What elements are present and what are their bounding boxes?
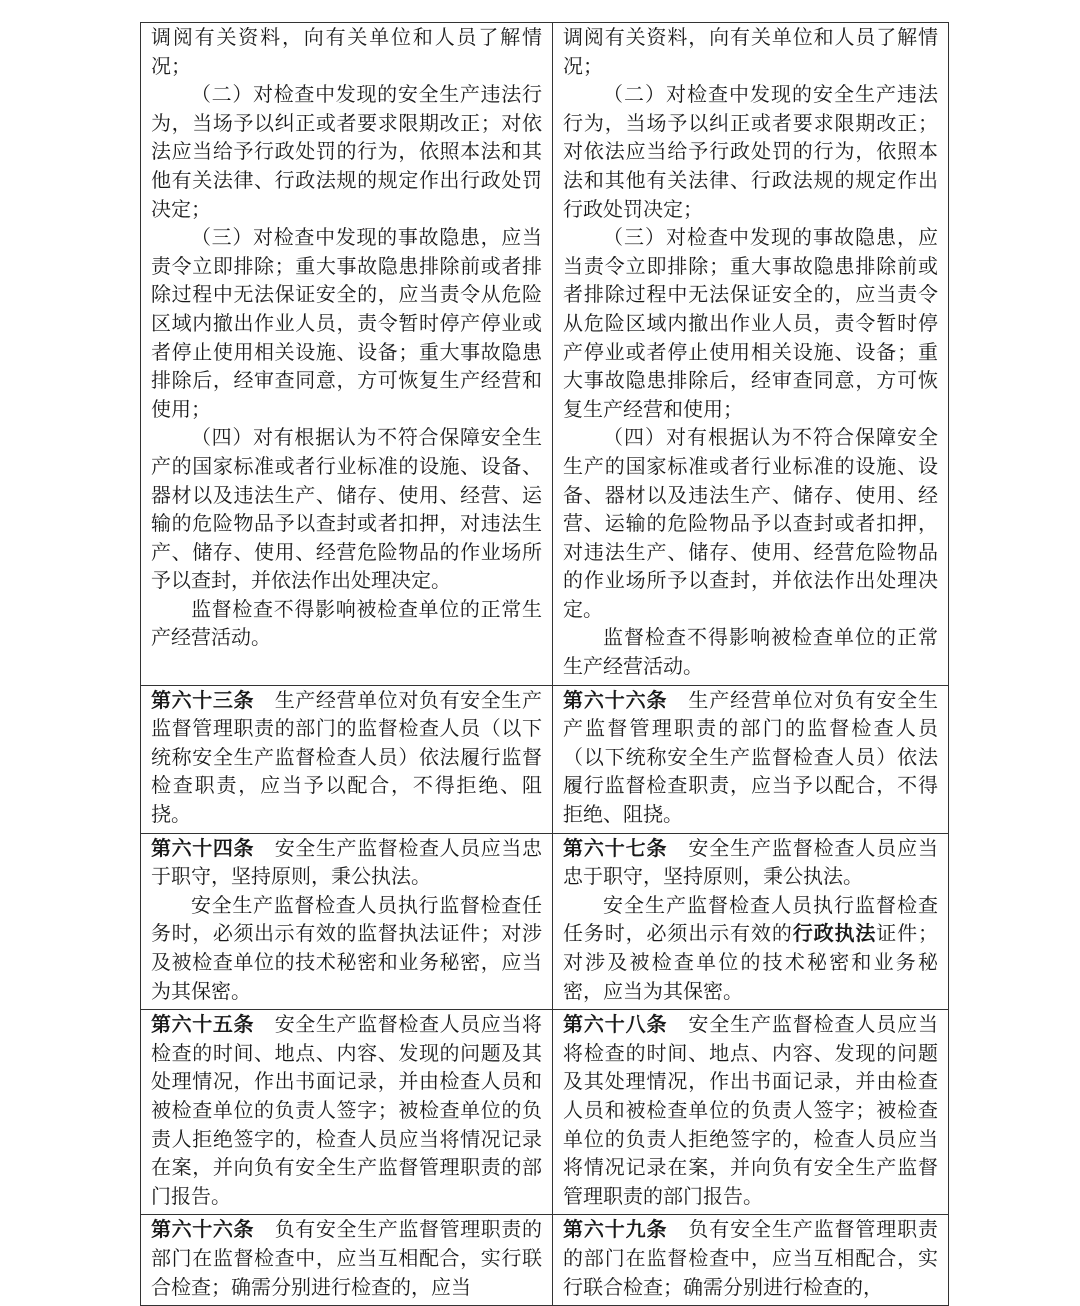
article-text: 负有安全生产监督管理职责的部门在监督检查中，应当互相配合，实行联合检查；确需分别进行检查的，应当 (151, 1217, 543, 1299)
paragraph (151, 686, 542, 829)
paragraph: 调阅有关资料，向有关单位和人员了解情况； (563, 25, 938, 78)
paragraph (563, 834, 938, 891)
new-text-cell (553, 23, 949, 686)
article-text: 安全生产监督检查人员应当将检查的时间、地点、内容、发现的问题及其处理情况，作出书面记录，并由检查人员和被检查单位的负责人签字；被检查单位的负责人拒绝签字的，检查人员应当将情况记录在案，并向负有安全生产监督管理职责的部门报告。 (563, 1012, 939, 1208)
article-number: 第六十六条 (151, 1217, 255, 1242)
article-number: 第六十六条 (563, 687, 668, 712)
article-number: 第六十七条 (563, 835, 668, 860)
table-row (141, 1215, 949, 1306)
paragraph (563, 1010, 938, 1210)
article-number: 第六十五条 (151, 1012, 255, 1037)
new-text-cell (553, 685, 949, 833)
paragraph: 安全生产监督检查人员执行监督检查任务时，必须出示有效的监督执法证件；对涉及被检查单位的技术秘密和业务秘密，应当为其保密。 (151, 892, 542, 1003)
article-text: 生产经营单位对负有安全生产监督管理职责的部门的监督检查人员（以下统称安全生产监督检查人员）依法履行监督检查职责，应当予以配合，不得拒绝、阻挠。 (563, 687, 939, 827)
article-number: 第六十八条 (563, 1012, 668, 1037)
article-text: 安全生产监督检查人员应当忠于职守，坚持原则，秉公执法。 (563, 835, 939, 889)
old-text-cell (141, 833, 553, 1010)
paragraph: （二）对检查中发现的安全生产违法行为，当场予以纠正或者要求限期改正；对依法应当给予行政处罚的行为，依照本法和其他有关法律、行政法规的规定作出行政处罚决定； (151, 82, 542, 221)
old-text-cell (141, 685, 553, 833)
paragraph: （三）对检查中发现的事故隐患，应当责令立即排除；重大事故隐患排除前或者排除过程中无法保证安全的，应当责令从危险区域内撤出作业人员，责令暂时停产停业或者停止使用相关设施、设备；重大事故隐患排除后，经审查同意，方可恢复生产经营和使用； (563, 225, 938, 421)
article-text: 安全生产监督检查人员应当将检查的时间、地点、内容、发现的问题及其处理情况，作出书面记录，并由检查人员和被检查单位的负责人签字；被检查单位的负责人拒绝签字的，检查人员应当将情况记录在案，并向负有安全生产监督管理职责的部门报告。 (151, 1012, 543, 1208)
text-segment: 安全生产监督检查人员执行监督检查任务时，必须出示有效的 (563, 892, 938, 946)
table-row (141, 833, 949, 1010)
article-text: 负有安全生产监督管理职责的部门在监督检查中，应当互相配合，实行联合检查；确需分别进行检查的， (563, 1217, 939, 1299)
changed-text-highlight: 行政执法 (792, 921, 877, 946)
table-row (141, 1010, 949, 1215)
article-number: 第六十九条 (563, 1217, 668, 1242)
paragraph: （三）对检查中发现的事故隐患，应当责令立即排除；重大事故隐患排除前或者排除过程中无法保证安全的，应当责令从危险区域内撤出作业人员，责令暂时停产停业或者停止使用相关设施、设备；重大事故隐患排除后，经审查同意，方可恢复生产经营和使用； (151, 225, 542, 421)
article-number: 第六十三条 (151, 687, 255, 712)
new-text-cell (553, 1215, 949, 1306)
paragraph (563, 891, 938, 1005)
paragraph: （二）对检查中发现的安全生产违法行为，当场予以纠正或者要求限期改正；对依法应当给予行政处罚的行为，依照本法和其他有关法律、行政法规的规定作出行政处罚决定； (563, 82, 938, 221)
paragraph: 监督检查不得影响被检查单位的正常生产经营活动。 (151, 596, 542, 650)
old-text-cell (141, 1215, 553, 1306)
paragraph: （四）对有根据认为不符合保障安全生产的国家标准或者行业标准的设施、设备、器材以及违法生产、储存、使用、经营、运输的危险物品予以查封或者扣押，对违法生产、储存、使用、经营危险物品的作业场所予以查封，并依法作出处理决定。 (151, 425, 542, 593)
table-row (141, 685, 949, 833)
paragraph (563, 686, 938, 829)
paragraph: 调阅有关资料，向有关单位和人员了解情况； (151, 25, 542, 78)
paragraph (563, 1215, 938, 1301)
paragraph (151, 1010, 542, 1210)
paragraph: （四）对有根据认为不符合保障安全生产的国家标准或者行业标准的设施、设备、器材以及违法生产、储存、使用、经营、运输的危险物品予以查封或者扣押，对违法生产、储存、使用、经营危险物品的作业场所予以查封，并依法作出处理决定。 (563, 425, 938, 621)
new-text-cell (553, 833, 949, 1010)
text-segment: 证件；对涉及被检查单位的技术秘密和业务秘密，应当为其保密。 (563, 921, 939, 1003)
paragraph (151, 1215, 542, 1301)
paragraph (151, 834, 542, 891)
old-text-cell (141, 1010, 553, 1215)
article-number: 第六十四条 (151, 835, 255, 860)
article-text: 生产经营单位对负有安全生产监督管理职责的部门的监督检查人员（以下统称安全生产监督检查人员）依法履行监督检查职责，应当予以配合，不得拒绝、阻挠。 (151, 687, 543, 827)
new-text-cell (553, 1010, 949, 1215)
article-text: 安全生产监督检查人员应当忠于职守，坚持原则，秉公执法。 (151, 835, 543, 889)
paragraph: 监督检查不得影响被检查单位的正常生产经营活动。 (563, 625, 938, 679)
old-text-cell (141, 23, 553, 686)
law-comparison-table (140, 22, 949, 1306)
table-row (141, 23, 949, 686)
